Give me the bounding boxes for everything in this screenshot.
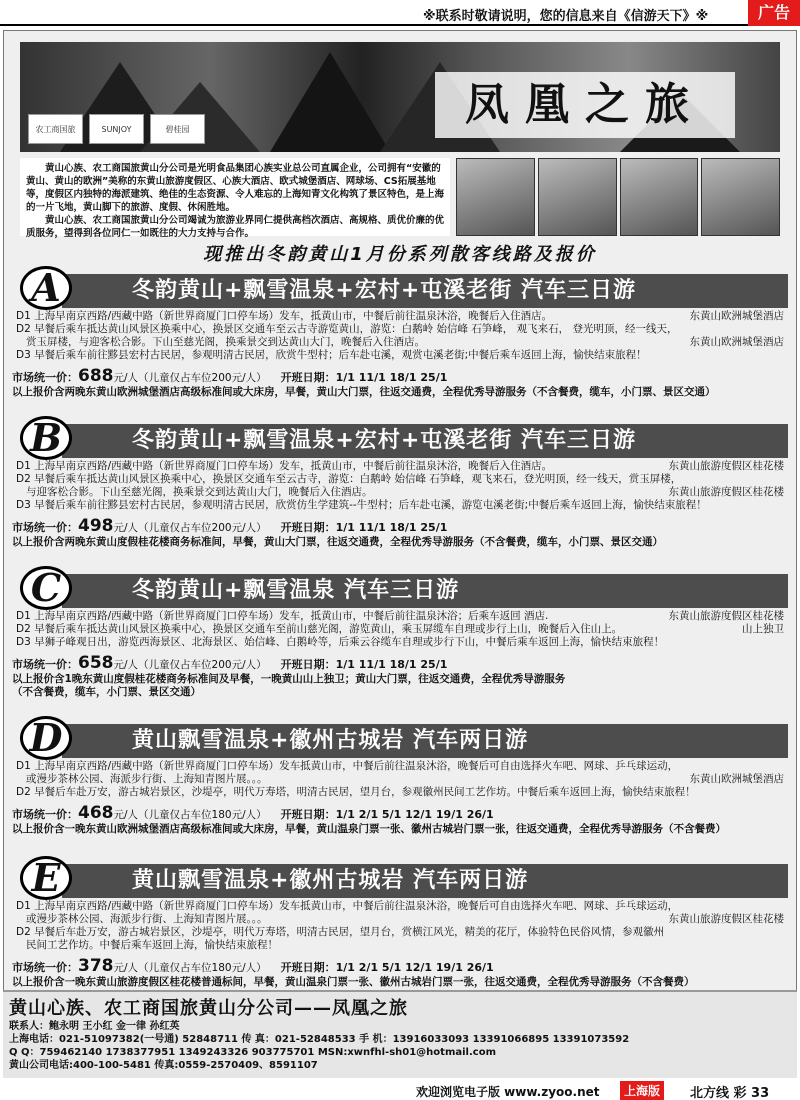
route-title: 冬韵黄山+飘雪温泉 汽车三日游: [62, 574, 788, 608]
price-row: [12, 366, 788, 386]
itinerary-text: D3 早餐后乘车前往黟县宏村古民居，参观明清古民居，欣赏牛型村；后车赴屯溪，观赏屯溪老街;中餐后乘车返回上海，愉快结束旅程！: [16, 349, 647, 361]
itinerary-text: D2 早餐后车赴万安，游古城岩景区，沙堤亭，明代万寿塔，明清古民居，望月台，参观徽州民间工艺作坊。中餐后乘车返回上海，愉快结束旅程！: [16, 786, 696, 798]
page-number: 北方线 彩 33: [690, 1086, 770, 1100]
itinerary-text: D1 上海早南京西路/西藏中路（新世界商厦门口停车场）发车抵黄山市，中餐后前往温泉沐浴，晚餐后可自由选择火车吧、网球、乒乓球运动，: [16, 760, 679, 772]
route-header: [12, 415, 788, 460]
itinerary-text: 赏玉屏楼，与迎客松合影。下山至慈光阁，换乘景交到达黄山大门，晚餐后入住酒店。: [26, 336, 425, 348]
ad-tag: 广告: [748, 0, 800, 26]
footer-huangshan-phone: 黄山公司电话:400-100-5481 传真:0559-2570409、8591107: [9, 1060, 318, 1071]
photo-room: [701, 158, 780, 236]
itinerary-text: D1 上海早南京西路/西藏中路（新世界商厦门口停车场）发车抵黄山市，中餐后前往温泉沐浴，晚餐后可自由选择火车吧、网球、乒乓球运动，: [16, 900, 679, 912]
price-label: 市场统一价：: [12, 658, 78, 671]
price-row: [12, 956, 788, 976]
departure-dates: 开班日期：1/1 11/1 18/1 25/1: [280, 521, 448, 534]
hotel-name: 山上独卫: [742, 623, 784, 635]
price-row: [12, 803, 788, 823]
hotel-photos: [456, 158, 780, 236]
hotel-name: 东黄山欧洲城堡酒店: [689, 773, 784, 785]
route-letter-badge: A: [20, 266, 72, 310]
headline: 现推出冬韵黄山1月份系列散客线路及报价: [203, 244, 597, 265]
hotel-name: 东黄山旅游度假区桂花楼: [668, 460, 784, 472]
route-title: 黄山飘雪温泉+徽州古城岩 汽车两日游: [62, 724, 788, 758]
top-bar: [0, 0, 800, 26]
itinerary-line: [16, 473, 788, 486]
itinerary-line: [16, 323, 788, 336]
route-letter-badge: C: [20, 566, 72, 610]
hotel-name: 东黄山旅游度假区桂花楼: [668, 486, 784, 498]
photo-restaurant: [620, 158, 699, 236]
itinerary-line: [16, 900, 788, 913]
route-b: [12, 415, 788, 549]
route-header: [12, 855, 788, 900]
itinerary-line: [16, 760, 788, 773]
itinerary: [12, 310, 788, 362]
source-note: ※联系时敬请说明，您的信息来自《信游天下》※: [423, 9, 709, 24]
price-note: 元/人（儿童仅占车位200元/人）: [113, 659, 267, 671]
departure-dates: 开班日期：1/1 2/1 5/1 12/1 19/1 26/1: [280, 961, 494, 974]
itinerary-text: D1 上海早南京西路/西藏中路（新世界商厦门口停车场）发车，抵黄山市，中餐后前往温泉沐浴，晚餐后入住酒店。: [16, 460, 553, 472]
itinerary-line: [16, 623, 788, 636]
itinerary-line: [16, 939, 788, 952]
footer: [3, 990, 797, 1078]
route-letter-badge: D: [20, 716, 72, 760]
price-includes: 以上报价含1晚东黄山度假桂花楼商务标准间及早餐，一晚黄山山上独卫；黄山大门票，往返交通费，全程优秀导游服务: [12, 673, 566, 685]
price-row: [12, 653, 788, 673]
price-note: 元/人（儿童仅占车位180元/人）: [113, 809, 267, 821]
price-note: 元/人（儿童仅占车位200元/人）: [113, 372, 267, 384]
itinerary: [12, 900, 788, 952]
route-header: [12, 715, 788, 760]
edition-badge: 上海版: [620, 1081, 664, 1100]
route-letter-badge: B: [20, 416, 72, 460]
price-value: 468: [78, 803, 114, 823]
itinerary-line: [16, 310, 788, 323]
price-value: 658: [78, 653, 114, 673]
itinerary-text: D1 上海早南京西路/西藏中路（新世界商厦门口停车场）发车，抵黄山市，中餐后前往温泉沐浴，晚餐后入住酒店。: [16, 310, 553, 322]
itinerary-line: [16, 636, 788, 649]
price-label: 市场统一价：: [12, 961, 78, 974]
itinerary-text: D2 早餐后乘车抵达黄山风景区换乘中心，换景区交通车至前山慈光阁，游览黄山，乘玉屏缆车自理或步行上山，晚餐后入住山上。: [16, 623, 623, 635]
itinerary-line: [16, 786, 788, 799]
price-includes: 以上报价含一晚东黄山欧洲城堡酒店高级标准间或大床房，早餐，黄山温泉门票一张、徽州古城岩门票一张，往返交通费，全程优秀导游服务（不含餐费）: [12, 823, 726, 835]
itinerary-text: D3 早狮子峰观日出，游览西海景区、北海景区、始信峰、白鹅岭等，后乘云谷缆车自理或步行下山，中餐后乘车返回上海，愉快结束旅程！: [16, 636, 665, 648]
price-label: 市场统一价：: [12, 808, 78, 821]
photo-garden: [538, 158, 617, 236]
itinerary-text: 民间工艺作坊。中餐后乘车返回上海，愉快结束旅程！: [26, 939, 278, 951]
itinerary: [12, 610, 788, 649]
itinerary-text: 或漫步茶林公园、海派步行街、上海知青图片展。。。: [26, 913, 268, 925]
price-value: 378: [78, 956, 114, 976]
route-a: [12, 265, 788, 399]
route-header: [12, 265, 788, 310]
itinerary: [12, 760, 788, 799]
website-link[interactable]: 欢迎浏览电子版 www.zyoo.net: [416, 1085, 600, 1099]
hotel-name: 东黄山欧洲城堡酒店: [689, 336, 784, 348]
intro-paragraph-1: 黄山心族、农工商国旅黄山分公司是光明食品集团心族实业总公司直属企业，公司拥有“安徽的黄山、黄山的欧洲”美称的东黄山旅游度假区、心族大酒店、欧式城堡酒店、网球场、CS拓展基地等，度假区内独特的海派建筑、绝佳的生态资源、令人难忘的上海知青文化构筑了景区特色，是上海的一片飞地，黄山脚下的旅游、度假、休闲胜地。: [26, 163, 445, 213]
itinerary-line: [16, 460, 788, 473]
itinerary: [12, 460, 788, 512]
hotel-name: 东黄山旅游度假区桂花楼: [668, 610, 784, 622]
price-includes: 以上报价含两晚东黄山度假桂花楼商务标准间，早餐，黄山大门票，往返交通费，全程优秀导游服务（不含餐费，缆车，小门票、景区交通）: [12, 536, 663, 548]
bottom-bar: [0, 1080, 800, 1100]
price-includes: 以上报价含两晚东黄山欧洲城堡酒店高级标准间或大床房，早餐，黄山大门票，往返交通费，全程优秀导游服务（不含餐费，缆车，小门票、景区交通）: [12, 386, 716, 398]
itinerary-line: [16, 913, 788, 926]
itinerary-line: [16, 926, 788, 939]
itinerary-line: [16, 486, 788, 499]
itinerary-text: 与迎客松合影。下山至慈光阁，换乘景交到达黄山大门，晚餐后入住酒店。: [26, 486, 373, 498]
itinerary-line: [16, 349, 788, 362]
price-value: 498: [78, 516, 114, 536]
photo-castle: [456, 158, 535, 236]
price-value: 688: [78, 366, 114, 386]
itinerary-text: 或漫步茶林公园、海派步行街、上海知青图片展。。。: [26, 773, 268, 785]
price-note: 元/人（儿童仅占车位200元/人）: [113, 522, 267, 534]
footer-qq: Q Q：759462140 1738377951 1349243326 903775701 MSN:xwnfhl-sh01@hotmail.com: [9, 1047, 496, 1058]
itinerary-text: D1 上海早南京西路/西藏中路（新世界商厦门口停车场）发车，抵黄山市，中餐后前往温泉沐浴；后乘车返回 酒店.: [16, 610, 549, 622]
hotel-name: 东黄山旅游度假区桂花楼: [668, 913, 784, 925]
route-d: [12, 715, 788, 836]
departure-dates: 开班日期：1/1 11/1 18/1 25/1: [280, 371, 448, 384]
route-c: [12, 565, 788, 699]
price-label: 市场统一价：: [12, 371, 78, 384]
partner-logos: [28, 114, 205, 144]
itinerary-line: [16, 336, 788, 349]
itinerary-line: [16, 610, 788, 623]
price-includes: 以上报价含一晚东黄山旅游度假区桂花楼普通标间，早餐，黄山温泉门票一张、徽州古城岩门票一张，往返交通费，全程优秀导游服务（不含餐费）: [12, 976, 695, 988]
itinerary-text: D3 早餐后乘车前往黟县宏村古民居，参观明清古民居，欣赏仿生学建筑--牛型村；后车赴屯溪，游览屯溪老街;中餐后乘车返回上海，愉快结束旅程！: [16, 499, 707, 511]
route-title: 黄山飘雪温泉+徽州古城岩 汽车两日游: [62, 864, 788, 898]
route-title: 冬韵黄山+飘雪温泉+宏村+屯溪老街 汽车三日游: [62, 274, 788, 308]
footer-contacts: 联系人：鲍永明 王小红 金一律 孙红英: [9, 1021, 180, 1032]
banner-title-box: [435, 72, 735, 138]
itinerary-line: [16, 499, 788, 512]
logo-nonggongshang: 农工商国旅: [28, 114, 83, 144]
banner-title: 凤凰之旅: [465, 79, 705, 130]
departure-dates: 开班日期：1/1 11/1 18/1 25/1: [280, 658, 448, 671]
price-note: 元/人（儿童仅占车位180元/人）: [113, 962, 267, 974]
company-intro: [20, 158, 450, 239]
route-letter-badge: E: [20, 856, 72, 900]
logo-sunjoy: SUNJOY: [89, 114, 144, 144]
itinerary-text: D2 早餐后乘车抵达黄山风景区换乘中心，换景区交通车至云古寺游览黄山，游览：白鹅岭 始信峰 石笋峰， 观飞来石， 登光明顶，经一线天，: [16, 323, 678, 335]
footer-shanghai-phone: 上海电话：021-51097382(一号通) 52848711 传 真：021-52848533 手 机：13916033093 13391066895 13391073592: [9, 1034, 630, 1045]
logo-biguiyuan: 碧桂园: [150, 114, 205, 144]
price-row: [12, 516, 788, 536]
footer-company: 黄山心族、农工商国旅黄山分公司——凤凰之旅: [9, 998, 408, 1019]
route-header: [12, 565, 788, 610]
hotel-name: 东黄山欧洲城堡酒店: [689, 310, 784, 322]
route-e: [12, 855, 788, 989]
itinerary-text: D2 早餐后车赴万安，游古城岩景区，沙堤亭，明代万寿塔，明清古民居，望月台，赏横江风光，精美的花厅，体验特色民俗风情，参观徽州: [16, 926, 665, 938]
departure-dates: 开班日期：1/1 2/1 5/1 12/1 19/1 26/1: [280, 808, 494, 821]
route-title: 冬韵黄山+飘雪温泉+宏村+屯溪老街 汽车三日游: [62, 424, 788, 458]
intro-paragraph-2: 黄山心族、农工商国旅黄山分公司竭诚为旅游业界同仁提供高档次酒店、高规格、质优价廉的优质服务，望得到各位同仁一如既往的大力支持与合作。: [26, 215, 445, 239]
price-label: 市场统一价：: [12, 521, 78, 534]
itinerary-line: [16, 773, 788, 786]
itinerary-text: D2 早餐后乘车抵达黄山风景区换乘中心，换景区交通车至云古寺，游览：白鹅岭 始信峰 石笋峰，观飞来石，登光明顶，经一线天，赏玉屏楼，: [16, 473, 682, 485]
price-excludes: （不含餐费，缆车，小门票、景区交通）: [12, 686, 201, 698]
